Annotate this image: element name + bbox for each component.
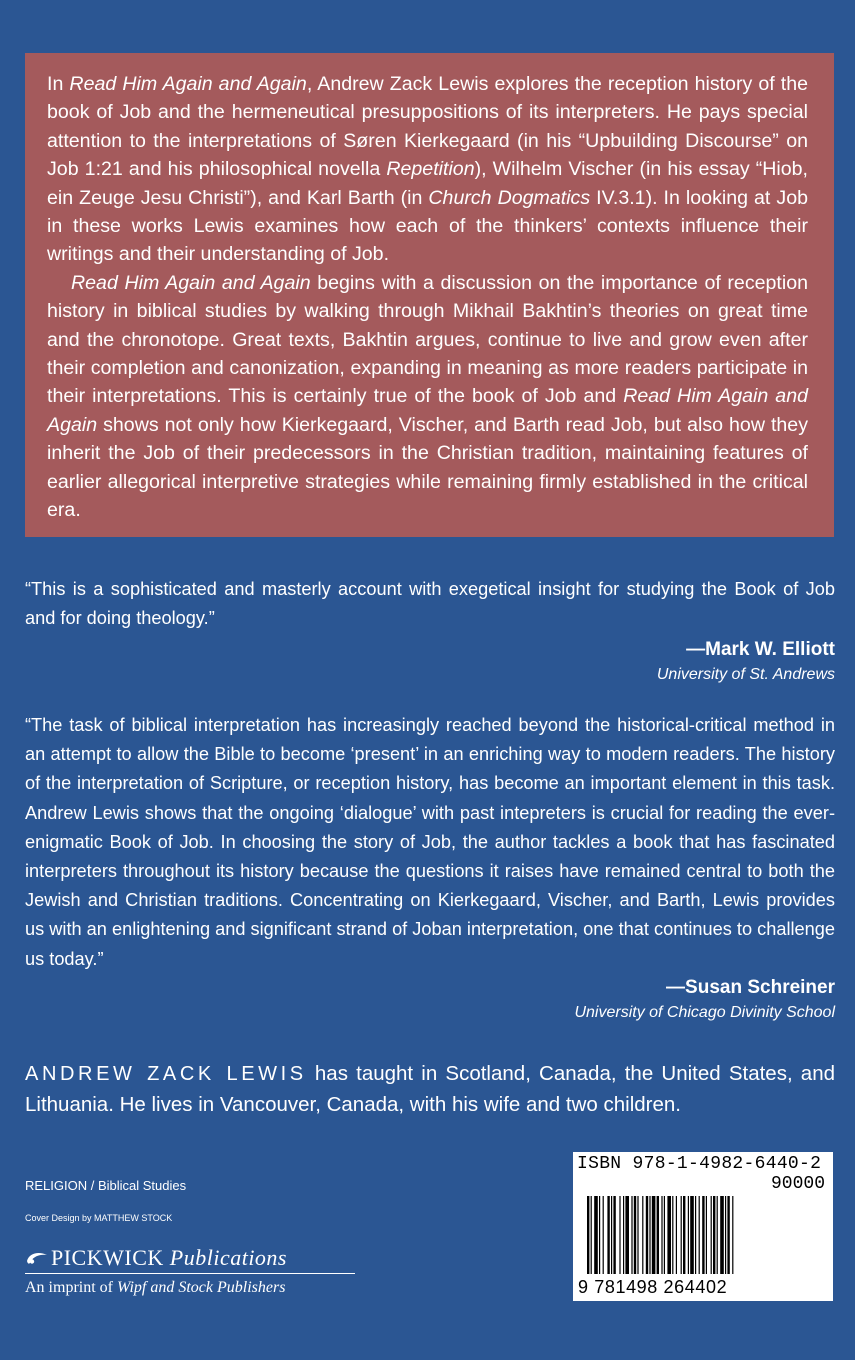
barcode-bar	[631, 1196, 632, 1274]
endorser-name: —Susan Schreiner	[666, 976, 835, 998]
barcode-bar	[625, 1196, 629, 1274]
description-text-run: ), Wilhelm Vischer (in his essay “Hiob, ein Zeuge Jesu Christi”), and Karl Barth (in	[47, 158, 808, 209]
barcode-bar	[732, 1196, 733, 1274]
description-paragraph-1	[47, 70, 808, 269]
barcode-bar	[672, 1196, 673, 1274]
barcode-bar	[695, 1196, 696, 1274]
barcode-bar	[613, 1196, 615, 1274]
endorsement-2	[25, 711, 835, 1024]
ean-digits	[578, 1277, 727, 1297]
barcode-box	[573, 1152, 833, 1301]
barcode-bar	[683, 1196, 685, 1274]
isbn-text: ISBN 978-1-4982-6440-2	[577, 1154, 822, 1174]
barcode-bar	[642, 1196, 643, 1274]
description-paragraph-2	[47, 269, 808, 525]
pickwick-logo-icon	[25, 1249, 49, 1267]
endorsement-quote: “This is a sophisticated and masterly account with exegetical insight for studying the Book of Job and for doing theology.”	[25, 579, 835, 629]
barcode-bar	[713, 1196, 715, 1274]
description-text-run: Church Dogmatics	[428, 186, 591, 209]
barcode-bar	[637, 1196, 638, 1274]
description-text-run: Read Him Again and Again	[71, 271, 311, 294]
author-bio	[25, 1059, 835, 1120]
publisher-imprint-line	[25, 1276, 355, 1300]
barcode-bar	[667, 1196, 671, 1274]
barcode-bar	[657, 1196, 659, 1274]
description-box	[25, 53, 834, 537]
barcode-bar	[661, 1196, 662, 1274]
barcode-bar	[587, 1196, 589, 1274]
barcode-bar	[603, 1196, 604, 1274]
cover-design-credit: Cover Design by MATTHEW STOCK	[25, 1213, 173, 1223]
barcode-bar	[619, 1196, 620, 1274]
imprint-prefix: An imprint of	[25, 1279, 117, 1296]
description-text-run: IV.3.1). In looking at Job in these works Lewis examines how each of the thinkers’ contexts influence their writings and their understanding of Job.	[47, 186, 808, 266]
description-text-run: , Andrew Zack Lewis explores the reception history of the book of Job and the hermeneutical presuppositions of its interpreters. He pays special attention to the interpretations of Søren Kierkegaard (in his “Upbuilding Discourse” on Job 1:21 and his philosophical novella	[47, 73, 808, 181]
barcode-bar	[702, 1196, 704, 1274]
barcode-bar	[646, 1196, 648, 1274]
endorsement-1	[25, 575, 835, 686]
endorsement-quote: “The task of biblical interpretation has increasingly reached beyond the historical-critical method in an attempt to allow the Bible to become ‘present’ in an enriching way to modern readers. The history of the interpretation of Scripture, or reception history, has become an important element in this task. Andrew Lewis shows that the ongoing ‘dialogue’ with past intepreters is crucial for reading the ever-enigmatic Book of Job. In choosing the story of Job, the author tackles a book that has fascinated interpreters throughout its history because the questions it raises have remained central to both the Jewish and Christian traditions. Concentrating on Kierkegaard, Vischer, and Barth, Lewis provides us with an enlightening and significant strand of Joban interpretation, one that continues to challenge us today.”	[25, 715, 835, 969]
endorser-affiliation: University of St. Andrews	[656, 666, 835, 684]
description-text-run: Read Him Again and Again	[47, 385, 808, 436]
barcode-bar	[591, 1196, 592, 1274]
description-text-run: In	[47, 73, 70, 95]
ean-group-2: 264402	[663, 1277, 728, 1297]
author-bio-text: has taught in Scotland, Canada, the United States, and Lithuania. He lives in Vancouver, Canada, with his wife and two children.	[25, 1062, 836, 1116]
publisher-name: PICKWICK	[51, 1245, 164, 1270]
ean-first-digit: 9	[578, 1277, 589, 1297]
barcode-bar	[594, 1196, 598, 1274]
barcode-bar	[607, 1196, 609, 1274]
endorser-affiliation: University of Chicago Divinity School	[574, 1003, 835, 1021]
author-name: ANDREW ZACK LEWIS	[25, 1063, 307, 1085]
publisher-logo	[25, 1244, 355, 1300]
barcode-bar	[623, 1196, 624, 1274]
barcode-bar	[711, 1196, 712, 1274]
barcode-bar	[634, 1196, 636, 1274]
barcode-bar	[699, 1196, 700, 1274]
price-code: 90000	[770, 1174, 825, 1194]
barcode-bar	[681, 1196, 682, 1274]
description-text-run: Read Him Again and Again	[69, 73, 307, 95]
barcode-bar	[688, 1196, 689, 1274]
barcode-bar	[611, 1196, 612, 1274]
barcode-bar	[720, 1196, 724, 1274]
barcode-bar	[727, 1196, 729, 1274]
barcode-bar	[664, 1196, 665, 1274]
description-text-run: Repetition	[386, 158, 475, 181]
barcode-bar	[599, 1196, 600, 1274]
ean-group-1: 781498	[594, 1277, 658, 1297]
endorser-name: —Mark W. Elliott	[686, 639, 835, 661]
barcode-bar	[717, 1196, 718, 1274]
barcode-bar	[652, 1196, 656, 1274]
imprint-name: Wipf and Stock Publishers	[117, 1279, 286, 1296]
barcode-bar	[649, 1196, 650, 1274]
subject-category: RELIGION / Biblical Studies	[25, 1178, 187, 1193]
publisher-name-line	[25, 1244, 355, 1274]
description-text-run: shows not only how Kierkegaard, Vischer, and Barth read Job, but also how they inherit the Job of their predecessors in the Christian tradition, maintaining features of earlier allegorical interpretive strategies while remaining firmly established in the critical era.	[47, 413, 808, 522]
description-text-run: begins with a discussion on the importance of reception history in biblical studies by walking through Mikhail Bakhtin’s theories on great time and the chronotope. Great texts, Bakhtin argues, continue to live and grow even after their completion and canonization, expanding in meaning as more readers participate in their interpretations. This is certainly true of the book of Job and	[47, 271, 808, 408]
barcode-bar	[706, 1196, 707, 1274]
publisher-name-suffix: Publications	[169, 1245, 287, 1270]
barcode-bar	[676, 1196, 677, 1274]
barcode-bar	[690, 1196, 694, 1274]
barcode-bar	[725, 1196, 726, 1274]
